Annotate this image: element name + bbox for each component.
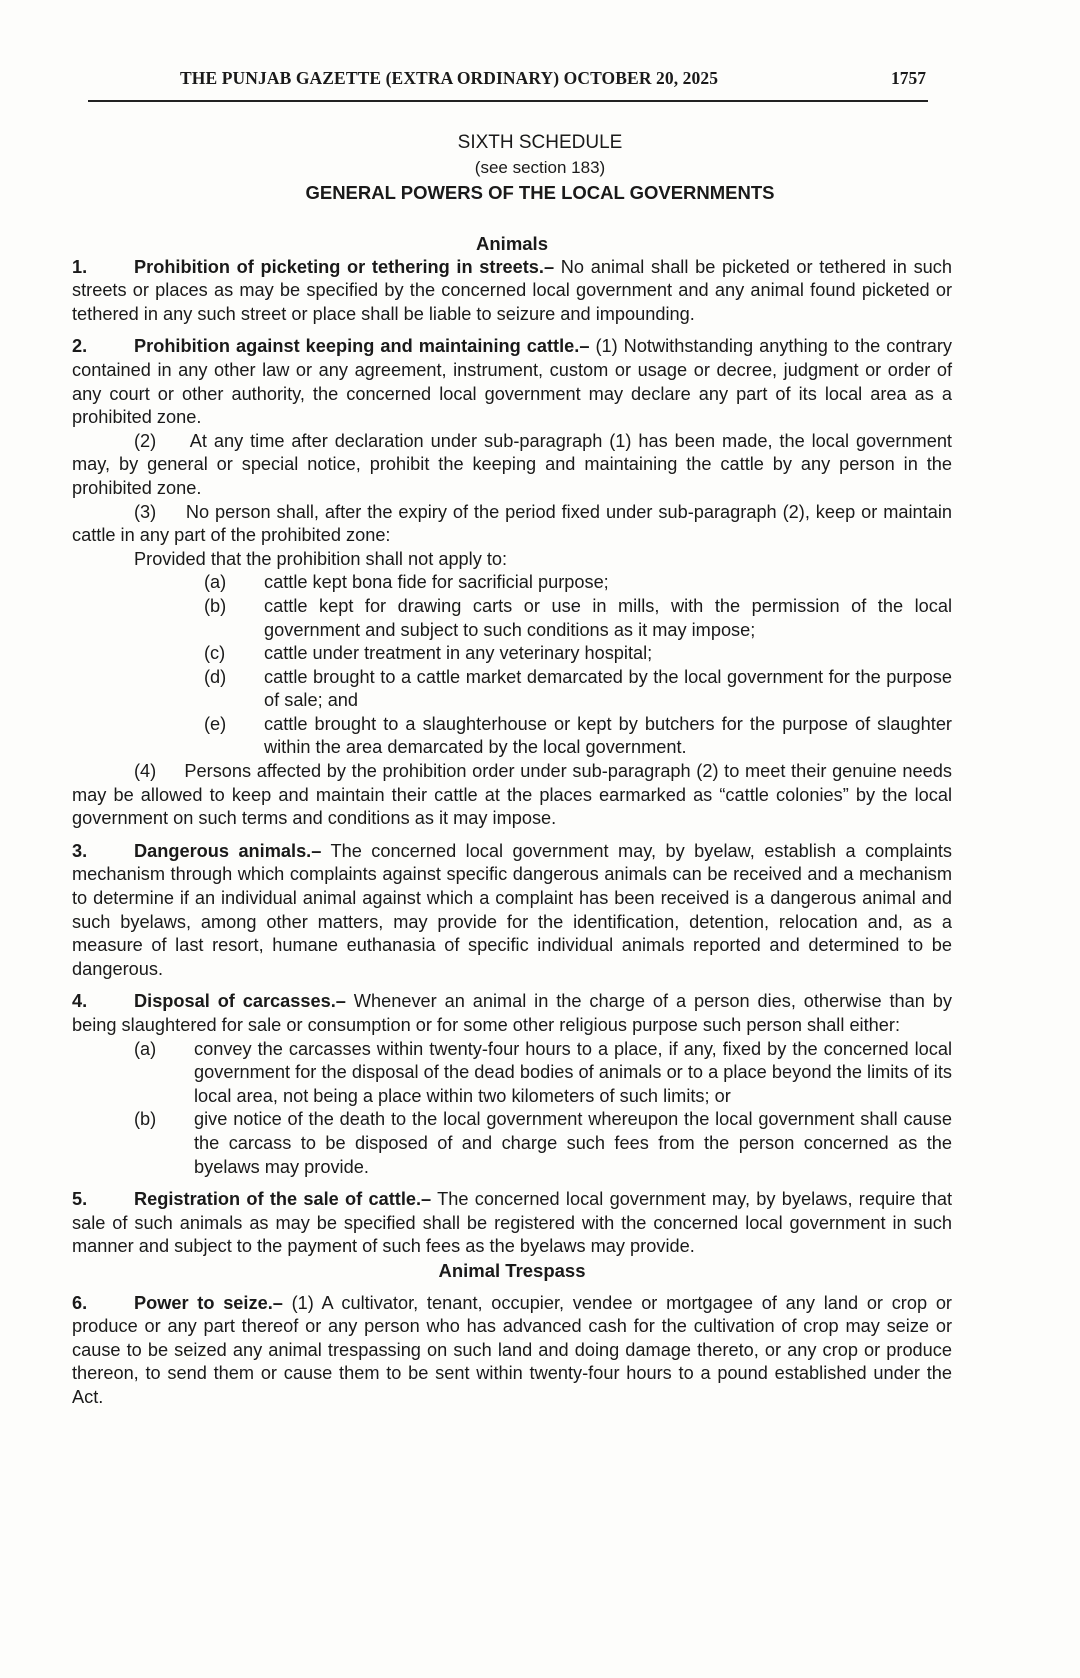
section-3-title: Dangerous animals.– — [134, 840, 322, 861]
list-item: (c) cattle under treatment in any veterinary hospital; — [204, 643, 653, 664]
gazette-title: THE PUNJAB GAZETTE (EXTRA ORDINARY) OCTOBER 20, 2025 — [180, 68, 719, 88]
heading-animals: Animals — [476, 233, 548, 254]
header-rule — [88, 100, 928, 102]
section-4: 4. Disposal of carcasses.– Whenever an animal in the charge of a person dies, otherwise than by being slaughtered for sale or consumption or for some other religious purpose such person shall either: — [72, 991, 952, 1035]
document-body — [72, 232, 958, 1410]
list-item: (a) cattle kept bona fide for sacrificial purpose; — [204, 572, 609, 593]
section-5: 5. Registration of the sale of cattle.– The concerned local government may, by byelaws, require that sale of such animals as may be specified shall be registered with the concerned local government in such manner and subject to the payment of such fees as the byelaws may provide. — [72, 1189, 953, 1257]
list-item: (b) cattle kept for drawing carts or use in mills, with the permission of the local government and subject to such conditions as it may impose; — [204, 595, 952, 640]
schedule-name: SIXTH SCHEDULE — [457, 132, 623, 153]
page-number: 1757 — [891, 68, 926, 88]
section-2-para-2: (2) At any time after declaration under sub-paragraph (1) has been made, the local government may, by general or special notice, prohibit the keeping and maintaining the cattle by any person in the prohibited zone. — [72, 430, 958, 498]
section-2: 2. Prohibition against keeping and maintaining cattle.– (1) Notwithstanding anything to the contrary contained in any other law or any agreement, instrument, custom or usage or decree, judgment or order of any court or other authority, the concerned local government may declare any part of its local area as a prohibited zone. — [72, 336, 952, 428]
section-6: 6. Power to seize.– (1) A cultivator, tenant, occupier, vendee or mortgagee of any land or crop or produce or any part thereof or any person who has advanced cash for the cultivation of crop may seize or cause to be seized any animal trespassing on such land and doing damage thereto, or any crop or produce thereon, to send them or cause them to be sent within twenty-four hours to a pound established under the Act. — [72, 1292, 952, 1407]
heading-animal-trespass: Animal Trespass — [438, 1259, 586, 1281]
list-item: (b) give notice of the death to the local government whereupon the local government shall cause the carcass to be disposed of and charge such fees from the person concerned as the byelaws may provide. — [134, 1109, 952, 1177]
list-item: (d) cattle brought to a cattle market demarcated by the local government for the purpose of sale; and — [204, 666, 952, 711]
section-5-title: Registration of the sale of cattle.– — [134, 1189, 432, 1210]
section-2-proviso: Provided that the prohibition shall not apply to: — [134, 548, 508, 569]
list-item: (a) convey the carcasses within twenty-four hours to a place, if any, fixed by the concerned local government for the disposal of the dead bodies of animals or to a place beyond the limits of its local area, not being a place within two kilometers of such limits; or — [134, 1038, 952, 1106]
schedule-title: GENERAL POWERS OF THE LOCAL GOVERNMENTS — [305, 182, 775, 203]
gazette-header — [88, 68, 926, 89]
section-2-title: Prohibition against keeping and maintaining cattle.– — [134, 336, 590, 357]
section-2-para-4: (4) Persons affected by the prohibition order under sub-paragraph (2) to meet their genuine needs may be allowed to keep and maintain their cattle at the places earmarked as “cattle colonies” by the local government on such terms and conditions as it may impose. — [72, 761, 958, 829]
section-6-title: Power to seize.– — [134, 1292, 283, 1313]
section-3: 3. Dangerous animals.– The concerned local government may, by byelaw, establish a complaints mechanism through which complaints against specific dangerous animals can be received and a mechanism to determine if an individual animal against which a complaint has been received is a dangerous animal and such byelaws, among other matters, may provide for the identification, detention, relocation and, as a measure of last resort, humane euthanasia of specific individual animals reported and determined to be dangerous. — [72, 840, 953, 979]
list-item: (e) cattle brought to a slaughterhouse or kept by butchers for the purpose of slaughter within the area demarcated by the local government. — [204, 713, 952, 758]
section-4-title: Disposal of carcasses.– — [134, 991, 346, 1012]
section-1-title: Prohibition of picketing or tethering in streets.– — [134, 256, 555, 277]
section-2-para-3: (3) No person shall, after the expiry of the period fixed under sub-paragraph (2), keep or maintain cattle in any part of the prohibited zone: — [72, 501, 958, 546]
schedule-reference: (see section 183) — [474, 158, 606, 177]
section-1: 1. Prohibition of picketing or tethering in streets.– No animal shall be picketed or tethered in such streets or places as may be specified by the concerned local government and any animal found picketed or tethered in any such street or place shall be liable to seizure and impounding. — [72, 256, 952, 324]
